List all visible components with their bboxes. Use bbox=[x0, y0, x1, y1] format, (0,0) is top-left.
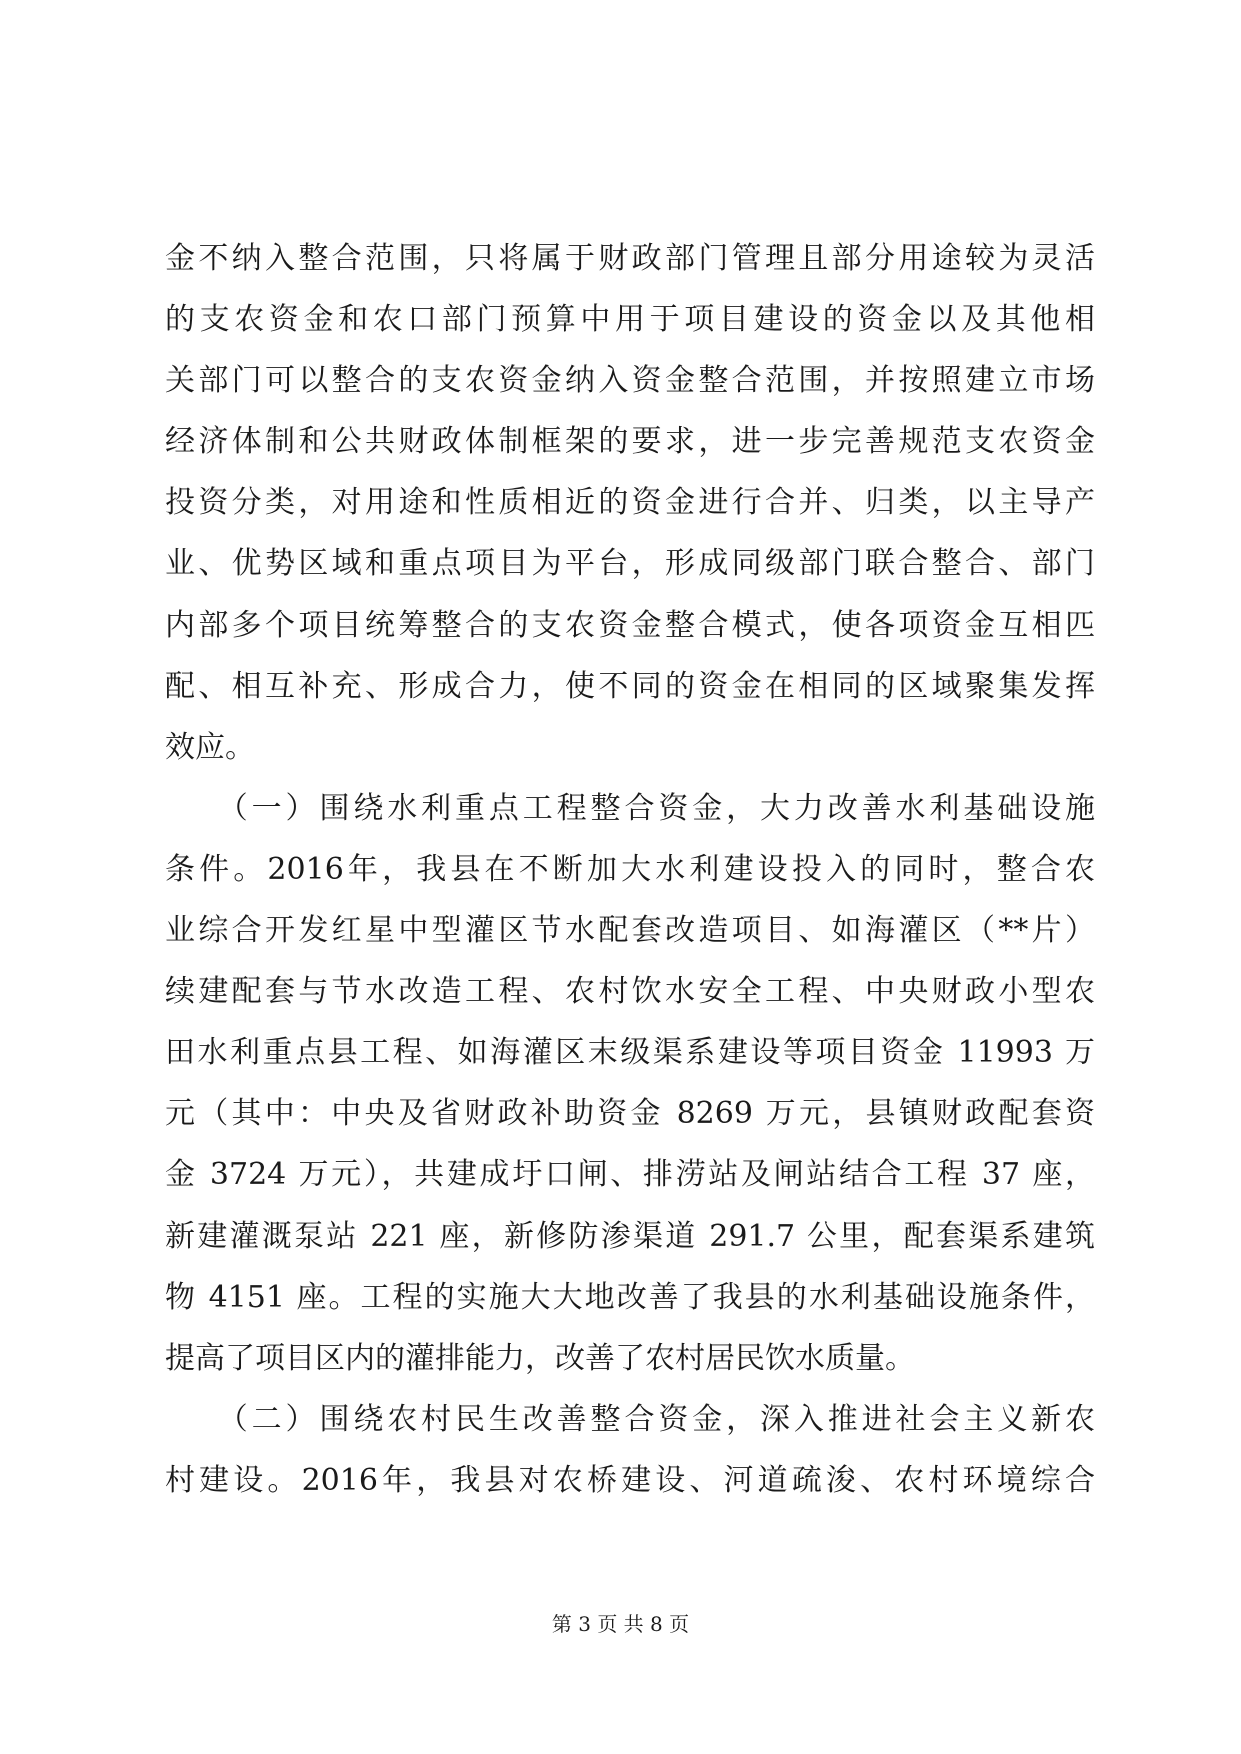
text-line: 内部多个项目统筹整合的支农资金整合模式，使各项资金互相匹 bbox=[165, 607, 1095, 643]
text-line: 投资分类，对用途和性质相近的资金进行合并、归类，以主导产 bbox=[165, 485, 1095, 521]
text-line: 经济体制和公共财政体制框架的要求，进一步完善规范支农资金 bbox=[165, 424, 1095, 460]
text-line: 田水利重点县工程、如海灌区末级渠系建设等项目资金 11993 万 bbox=[165, 1035, 1095, 1071]
text-line: 配、相互补充、形成合力，使不同的资金在相同的区域聚集发挥 bbox=[165, 668, 1095, 704]
body-text bbox=[165, 228, 1095, 1511]
text-line: 金 3724 万元），共建成圩口闸、排涝站及闸站结合工程 37 座， bbox=[165, 1157, 1095, 1193]
text-line: 金不纳入整合范围，只将属于财政部门管理且部分用途较为灵活 bbox=[165, 241, 1095, 276]
text-line: 物 4151 座。工程的实施大大地改善了我县的水利基础设施条件， bbox=[165, 1279, 1095, 1315]
text-line: 关部门可以整合的支农资金纳入资金整合范围，并按照建立市场 bbox=[165, 363, 1095, 399]
text-line: 提高了项目区内的灌排能力，改善了农村居民饮水质量。 bbox=[165, 1340, 915, 1376]
text-line: 条件。2016年，我县在不断加大水利建设投入的同时，整合农 bbox=[165, 851, 1095, 887]
page-footer: 第 3 页 共 8 页 bbox=[551, 1612, 690, 1636]
text-line: 效应。 bbox=[165, 729, 255, 765]
text-line: （一）围绕水利重点工程整合资金，大力改善水利基础设施 bbox=[165, 790, 1095, 826]
text-line: 业、优势区域和重点项目为平台，形成同级部门联合整合、部门 bbox=[165, 546, 1095, 582]
text-line: 元（其中：中央及省财政补助资金 8269 万元，县镇财政配套资 bbox=[165, 1096, 1095, 1132]
text-line: 续建配套与节水改造工程、农村饮水安全工程、中央财政小型农 bbox=[165, 974, 1095, 1010]
text-line: 新建灌溉泵站 221 座，新修防渗渠道 291.7 公里，配套渠系建筑 bbox=[165, 1218, 1095, 1254]
text-line: 的支农资金和农口部门预算中用于项目建设的资金以及其他相 bbox=[165, 302, 1095, 338]
text-line: 业综合开发红星中型灌区节水配套改造项目、如海灌区（**片） bbox=[165, 913, 1095, 949]
text-line: （二）围绕农村民生改善整合资金，深入推进社会主义新农 bbox=[165, 1401, 1095, 1437]
text-line: 村建设。2016年，我县对农桥建设、河道疏浚、农村环境综合 bbox=[165, 1462, 1095, 1498]
